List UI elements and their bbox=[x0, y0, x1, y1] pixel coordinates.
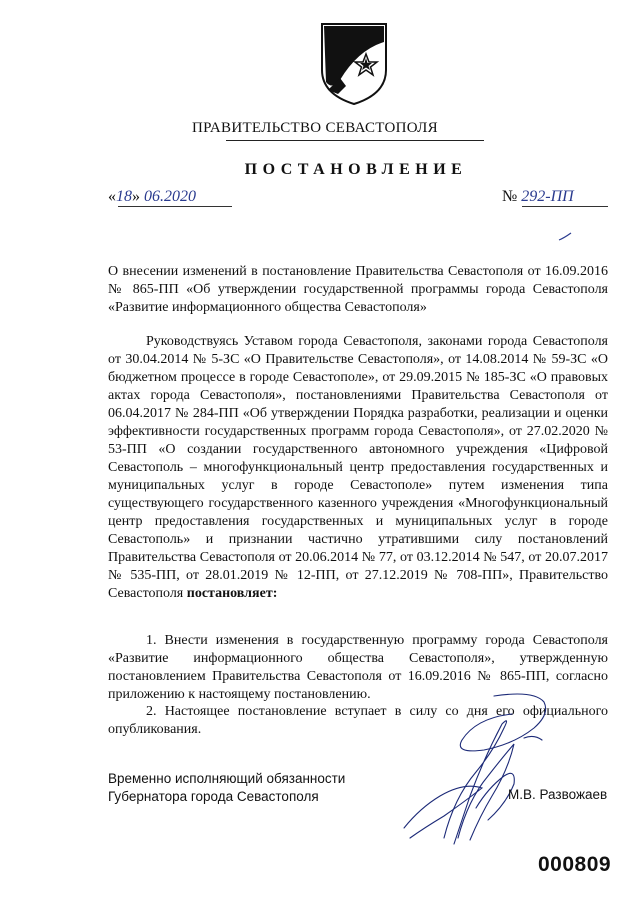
preamble-text: Руководствуясь Уставом города Севастополя, законами города Севастополя от 30.04.2014 № 5-ЗС «О Правительстве Севастополя», от 14.08.2014 № 59-ЗС «О бюджетном процессе в городе Севастополе», от 29.09.2015 № 185-ЗС «О правовых актах города Севастополя», постановлениями Правительства Севастополя от 06.04.2017 № 284-ПП «Об утверждении Порядка разработки, реализации и оценки эффективности государственных программ города Севастополя», от 27.02.2020 № 53-ПП «О создании государственного автономного учреждения «Цифровой Севастополь – многофункциональный центр предоставления государственных и муниципальных услуг в городе Севастополе» путем изменения типа существующего государственного казенного учреждения «Многофункциональный центр предоставления государственных и муниципальных услуг в городе Севастополь» и признании частично утратившими силу постановлений Правительства Севастополя от 20.06.2014 № 77, от 03.12.2014 № 547, от 20.07.2017 № 535-ПП, от 28.01.2019 № 12-ПП, от 27.12.2019 № 708-ПП», Правительство Севастополя bbox=[108, 334, 608, 601]
number-value: 292-ПП bbox=[521, 188, 574, 205]
date-day: 18 bbox=[116, 188, 132, 205]
document-date bbox=[108, 188, 196, 206]
organization-title: ПРАВИТЕЛЬСТВО СЕВАСТОПОЛЯ bbox=[192, 120, 438, 136]
date-open-quote: « bbox=[108, 188, 116, 205]
date-close-quote: » bbox=[132, 188, 140, 205]
preamble-paragraph bbox=[108, 333, 608, 603]
handwritten-signature bbox=[384, 688, 559, 858]
signatory-role: Временно исполняющий обязанности Губернатора города Севастополя bbox=[108, 771, 346, 804]
decree-item-1: 1. Внести изменения в государственную программу города Севастополя «Развитие информационного общества Севастополя», утвержденную постановлением Правительства Севастополя от 16.09.2016 № 865-ПП, согласно приложению к настоящему постановлению. bbox=[108, 633, 608, 702]
decree-word: постановляет: bbox=[186, 586, 278, 601]
signatory-name: М.В. Развожаев bbox=[508, 787, 608, 802]
number-prefix: № bbox=[502, 188, 522, 205]
coat-of-arms-emblem bbox=[318, 20, 390, 106]
date-underline bbox=[118, 206, 232, 207]
pen-tick-mark bbox=[558, 232, 572, 242]
date-month-year: 06.2020 bbox=[140, 188, 196, 205]
number-underline bbox=[522, 206, 608, 207]
document-subject: О внесении изменений в постановление Правительства Севастополя от 16.09.2016 № 865-ПП «Об утверждении государственной программы города Севастополя «Развитие информационного общества Севастополя» bbox=[108, 264, 608, 315]
document-number bbox=[502, 188, 574, 206]
serial-number: 000809 bbox=[538, 853, 612, 876]
organization-underline bbox=[226, 140, 484, 141]
document-type-heading: ПОСТАНОВЛЕНИЕ bbox=[244, 161, 468, 178]
decree-item-2: 2. Настоящее постановление вступает в силу со дня его официального опубликования. bbox=[108, 704, 608, 737]
